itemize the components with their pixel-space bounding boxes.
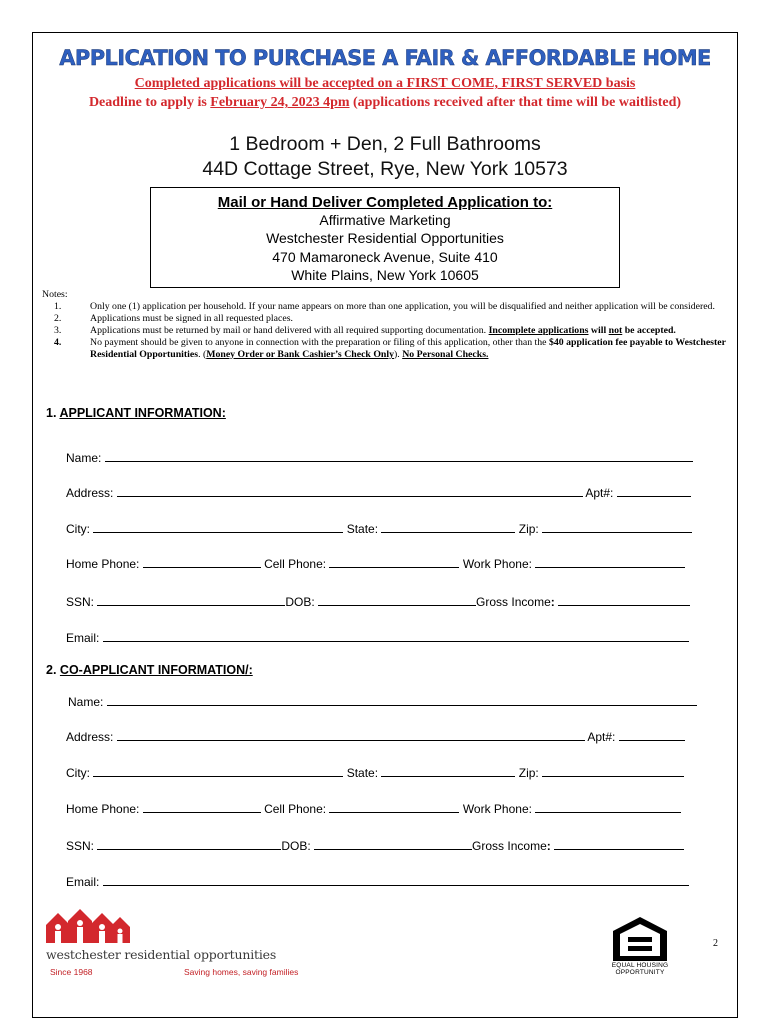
coapplicant-home-phone-field[interactable] bbox=[143, 801, 261, 813]
note-text: No payment should be given to anyone in connection with the preparation or filing of this application, other than the bbox=[90, 337, 549, 348]
property-address: 44D Cottage Street, Rye, New York 10573 bbox=[202, 158, 568, 180]
note-number: 4. bbox=[54, 337, 62, 348]
unit-description: 1 Bedroom + Den, 2 Full Bathrooms bbox=[229, 133, 541, 155]
applicant-email-field[interactable] bbox=[103, 630, 689, 642]
page-number: 2 bbox=[713, 938, 718, 949]
note-emphasis: will bbox=[588, 325, 609, 336]
applicant-home-phone-field[interactable] bbox=[143, 556, 261, 568]
wro-logo bbox=[44, 905, 314, 985]
name-label: Name: bbox=[66, 451, 102, 465]
note-text: . ( bbox=[198, 349, 207, 360]
deadline-prefix: Deadline to apply is bbox=[88, 95, 211, 110]
section-number: 1. bbox=[46, 406, 57, 420]
note-emphasis: be accepted. bbox=[622, 325, 676, 336]
note-number: 1. bbox=[54, 301, 62, 312]
deadline-notice bbox=[0, 95, 770, 111]
coapplicant-gross-income-field[interactable] bbox=[554, 838, 684, 850]
equal-housing-logo bbox=[611, 915, 669, 977]
section-number: 2. bbox=[46, 663, 57, 677]
apt-label: Apt#: bbox=[585, 486, 614, 500]
coapplicant-email-field[interactable] bbox=[103, 874, 689, 886]
coapplicant-address-row bbox=[66, 729, 685, 744]
applicant-apt-field[interactable] bbox=[617, 485, 691, 497]
houses-people-icon bbox=[44, 905, 134, 945]
coapplicant-city-field[interactable] bbox=[93, 765, 343, 777]
note-number: 2. bbox=[54, 313, 62, 324]
applicant-dob-field[interactable] bbox=[318, 594, 476, 606]
note-item bbox=[42, 313, 732, 325]
coapplicant-ssn-row: SSN: DOB: Gross Income: bbox=[66, 838, 684, 853]
equal-housing-text bbox=[611, 963, 669, 976]
notes-block bbox=[42, 289, 732, 361]
deadline-date: February 24, 2023 4pm bbox=[210, 95, 350, 110]
applicant-address-field[interactable] bbox=[117, 485, 583, 497]
note-text: ). bbox=[394, 349, 403, 360]
applicant-email-row bbox=[66, 630, 689, 645]
name-label: Name: bbox=[68, 695, 104, 709]
ssn-label: SSN: bbox=[66, 595, 95, 609]
work-phone-label: Work Phone: bbox=[462, 557, 532, 571]
applicant-city-field[interactable] bbox=[93, 521, 343, 533]
home-phone-label: Home Phone: bbox=[66, 802, 140, 816]
logo-wordmark: westchester residential opportunities bbox=[46, 947, 277, 962]
applicant-zip-field[interactable] bbox=[542, 521, 692, 533]
coapplicant-dob-field[interactable] bbox=[314, 838, 472, 850]
form-title: APPLICATION TO PURCHASE A FAIR & AFFORDABLE HOME bbox=[59, 46, 711, 70]
coapplicant-state-field[interactable] bbox=[381, 765, 515, 777]
address-label: Address: bbox=[66, 486, 114, 500]
mailbox-line: 470 Mamaroneck Avenue, Suite 410 bbox=[272, 248, 498, 265]
coapplicant-zip-field[interactable] bbox=[542, 765, 684, 777]
section-title: APPLICANT INFORMATION: bbox=[59, 406, 226, 420]
section-title: CO-APPLICANT INFORMATION/: bbox=[59, 663, 253, 677]
applicant-name-field[interactable] bbox=[105, 450, 693, 462]
section-1-heading bbox=[46, 406, 226, 420]
cell-phone-label: Cell Phone: bbox=[264, 802, 327, 816]
note-number: 3. bbox=[54, 325, 62, 336]
applicant-state-field[interactable] bbox=[381, 521, 515, 533]
note-text: Applications must be signed in all requested places. bbox=[90, 313, 293, 324]
ssn-label: SSN: bbox=[66, 839, 95, 853]
note-text: Only one (1) application per household. If your name appears on more than one application, you will be disqualified and neither application will be considered. bbox=[90, 301, 715, 312]
state-label: State: bbox=[346, 522, 379, 536]
zip-label: Zip: bbox=[518, 522, 539, 536]
first-come-notice: Completed applications will be accepted on a FIRST COME, FIRST SERVED basis bbox=[134, 76, 636, 91]
mailbox-line: White Plains, New York 10605 bbox=[291, 267, 479, 284]
since-text: Since 1968 bbox=[50, 967, 93, 977]
coapplicant-city-row bbox=[66, 765, 684, 780]
coapplicant-phone-row bbox=[66, 801, 681, 816]
mailbox-heading: Mail or Hand Deliver Completed Application to: bbox=[217, 194, 553, 211]
applicant-cell-phone-field[interactable] bbox=[329, 556, 459, 568]
note-text: Applications must be returned by mail or hand delivered with all required supporting documentation. bbox=[90, 325, 489, 336]
applicant-gross-income-field[interactable] bbox=[558, 594, 690, 606]
note-item bbox=[42, 301, 732, 313]
coapplicant-name-field[interactable] bbox=[107, 694, 697, 706]
note-emphasis: $40 application fee payable to Westchester Residential Opportunities bbox=[90, 337, 726, 360]
equal-housing-icon bbox=[611, 915, 669, 963]
work-phone-label: Work Phone: bbox=[462, 802, 532, 816]
state-label: State: bbox=[346, 766, 379, 780]
eho-line: OPPORTUNITY bbox=[615, 968, 665, 976]
coapplicant-work-phone-field[interactable] bbox=[535, 801, 681, 813]
note-item bbox=[42, 325, 732, 337]
applicant-city-row bbox=[66, 521, 692, 536]
apt-label: Apt#: bbox=[587, 730, 616, 744]
gross-income-label: Gross Income bbox=[476, 595, 551, 609]
coapplicant-apt-field[interactable] bbox=[619, 729, 685, 741]
coapplicant-address-field[interactable] bbox=[117, 729, 585, 741]
note-emphasis: Money Order or Bank Cashier’s Check Only bbox=[206, 349, 395, 360]
zip-label: Zip: bbox=[518, 766, 539, 780]
deadline-suffix: (applications received after that time will be waitlisted) bbox=[349, 95, 682, 110]
address-label: Address: bbox=[66, 730, 114, 744]
dob-label: DOB: bbox=[285, 595, 315, 609]
applicant-work-phone-field[interactable] bbox=[535, 556, 685, 568]
home-phone-label: Home Phone: bbox=[66, 557, 140, 571]
notes-label: Notes: bbox=[42, 289, 68, 300]
dob-label: DOB: bbox=[281, 839, 311, 853]
note-emphasis: not bbox=[608, 325, 623, 336]
note-item bbox=[42, 337, 732, 361]
mailing-address-box bbox=[150, 187, 620, 288]
applicant-address-row bbox=[66, 485, 691, 500]
section-2-heading bbox=[46, 663, 253, 677]
coapplicant-ssn-field[interactable] bbox=[97, 838, 281, 850]
note-emphasis: No Personal Checks. bbox=[402, 349, 489, 360]
city-label: City: bbox=[66, 766, 90, 780]
coapplicant-name-row bbox=[68, 694, 697, 709]
tagline: Saving homes, saving families bbox=[184, 967, 299, 977]
coapplicant-email-row bbox=[66, 874, 689, 889]
mailbox-line: Affirmative Marketing bbox=[319, 212, 451, 228]
applicant-ssn-row: SSN: DOB: Gross Income: bbox=[66, 594, 690, 609]
applicant-name-row bbox=[66, 450, 693, 465]
email-label: Email: bbox=[66, 631, 100, 645]
email-label: Email: bbox=[66, 875, 100, 889]
gross-income-label: Gross Income bbox=[472, 839, 547, 853]
note-emphasis: Incomplete applications bbox=[488, 325, 589, 336]
mailbox-line: Westchester Residential Opportunities bbox=[266, 230, 504, 247]
cell-phone-label: Cell Phone: bbox=[264, 557, 327, 571]
applicant-ssn-field[interactable] bbox=[97, 594, 285, 606]
eho-line: EQUAL HOUSING bbox=[611, 962, 669, 969]
city-label: City: bbox=[66, 522, 90, 536]
coapplicant-cell-phone-field[interactable] bbox=[329, 801, 459, 813]
applicant-phone-row bbox=[66, 556, 685, 571]
